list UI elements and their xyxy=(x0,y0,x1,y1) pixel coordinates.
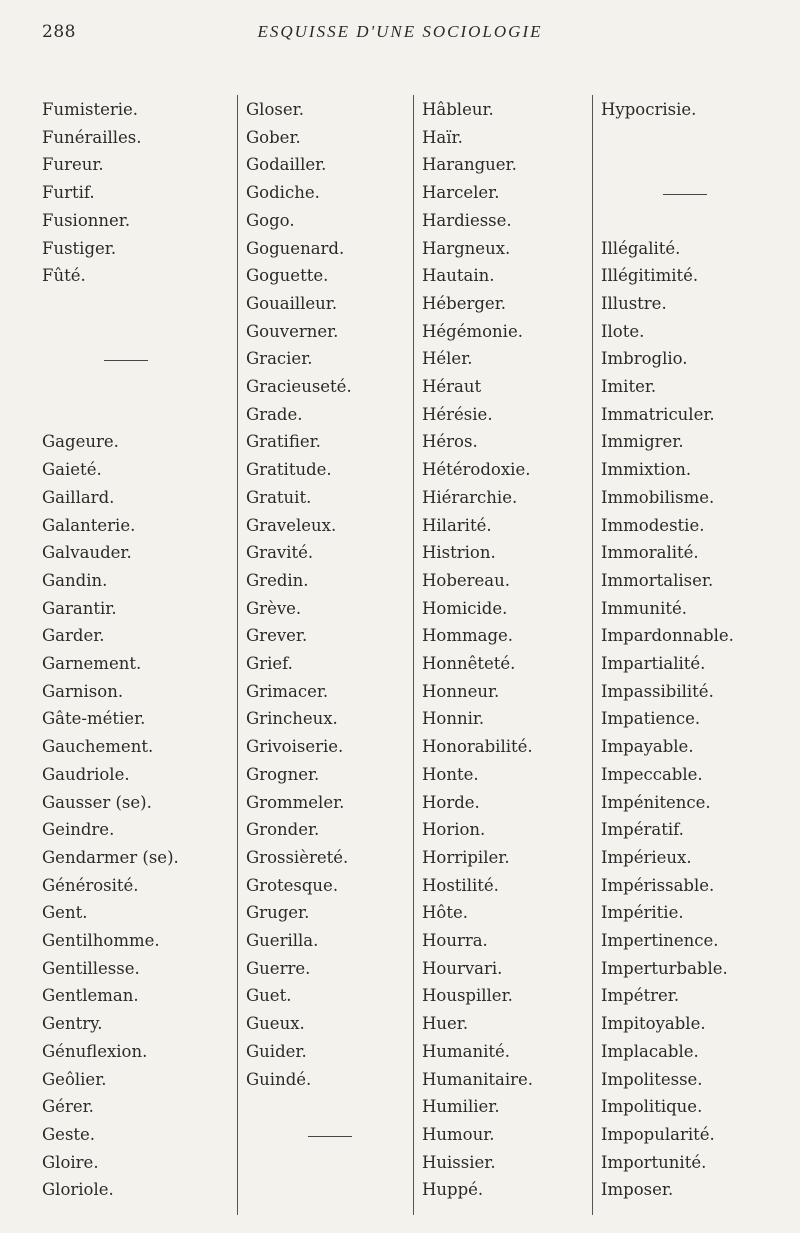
list-item: Guindé. xyxy=(246,1069,312,1089)
list-item: Fumisterie. xyxy=(42,100,139,119)
list-item: Gandin. xyxy=(42,570,108,590)
list-item: Grief. xyxy=(246,654,293,673)
list-item: Hargneux. xyxy=(422,238,511,258)
list-item: Grever. xyxy=(246,626,308,646)
list-item: Impitoyable. xyxy=(601,1014,706,1034)
list-item: Guider. xyxy=(246,1041,307,1061)
list-item: Impertinence. xyxy=(601,931,719,950)
list-item: Hypocrisie. xyxy=(601,100,697,119)
list-item: Harceler. xyxy=(422,183,500,203)
list-item: Immobilisme. xyxy=(601,487,715,507)
list-item: Gouailleur. xyxy=(246,293,338,313)
list-item: Grade. xyxy=(246,404,303,424)
list-item: Gageure. xyxy=(42,432,119,452)
list-item: Impénitence. xyxy=(601,792,711,812)
list-item: Galvauder. xyxy=(42,543,132,563)
list-item: Garnison. xyxy=(42,681,124,701)
list-item: Gentleman. xyxy=(42,986,139,1006)
list-item: Gaudriole. xyxy=(42,764,130,784)
list-item: Hérésie. xyxy=(422,404,493,424)
list-item: Honnêteté. xyxy=(422,654,516,673)
list-item: Immunité. xyxy=(601,598,687,618)
list-item: Gaieté. xyxy=(42,460,102,480)
list-item: Gober. xyxy=(246,127,301,147)
list-item: Grotesque. xyxy=(246,875,339,895)
column-1 xyxy=(42,95,227,1215)
list-item: Illégalité. xyxy=(601,238,681,258)
list-item: Impératif. xyxy=(601,820,684,840)
list-item: Impeccable. xyxy=(601,764,703,784)
list-item: Gouverner. xyxy=(246,321,339,341)
list-item: Hourra. xyxy=(422,931,488,950)
list-item: Impopularité. xyxy=(601,1124,715,1144)
list-item: Gentry. xyxy=(42,1014,103,1034)
list-item: Imbroglio. xyxy=(601,349,688,369)
list-item: Gogo. xyxy=(246,210,295,230)
list-item: Hommage. xyxy=(422,626,514,646)
list-item: Gratuit. xyxy=(246,487,312,507)
list-item: Graveleux. xyxy=(246,515,337,535)
list-item: Horripiler. xyxy=(422,847,510,867)
list-item: Grincheux. xyxy=(246,709,338,729)
list-item: Humilier. xyxy=(422,1097,500,1117)
list-item: Fustiger. xyxy=(42,238,117,258)
list-item: Humour. xyxy=(422,1124,495,1144)
list-item: Hardiesse. xyxy=(422,210,512,230)
column-3 xyxy=(413,95,600,1215)
list-item: Fûté. xyxy=(42,266,86,286)
list-item: Garnement. xyxy=(42,654,142,673)
list-item: Grimacer. xyxy=(246,681,329,701)
list-item: Gloire. xyxy=(42,1152,99,1172)
list-item: Gendarmer (se). xyxy=(42,847,179,867)
list-item: Gratifier. xyxy=(246,432,321,452)
list-item: Guet. xyxy=(246,986,292,1006)
list-item: Impassibilité. xyxy=(601,681,714,701)
list-item: Imiter. xyxy=(601,377,657,396)
list-item: Honorabilité. xyxy=(422,737,533,757)
list-item: Générosité. xyxy=(42,875,139,895)
list-item: Gausser (se). xyxy=(42,792,152,812)
list-item: Gracieuseté. xyxy=(246,377,352,396)
list-item: Hâbleur. xyxy=(422,100,494,119)
list-item: Impolitesse. xyxy=(601,1069,703,1089)
list-item: Guerilla. xyxy=(246,931,319,950)
list-item: Garantir. xyxy=(42,598,117,618)
list-item: Gruger. xyxy=(246,903,310,923)
list-item: Humanité. xyxy=(422,1041,511,1061)
list-item: Huppé. xyxy=(422,1180,484,1200)
list-item: Gentilhomme. xyxy=(42,931,160,950)
list-item: Héler. xyxy=(422,349,473,369)
list-item: Héros. xyxy=(422,432,478,452)
list-item: Gérer. xyxy=(42,1097,94,1117)
list-item: Grève. xyxy=(246,598,302,618)
list-item: Haïr. xyxy=(422,127,463,147)
list-item: Gracier. xyxy=(246,349,313,369)
section-separator xyxy=(663,194,707,195)
list-item: Humanitaire. xyxy=(422,1069,534,1089)
list-item: Imperturbable. xyxy=(601,958,728,978)
list-item: Impéritie. xyxy=(601,903,684,923)
list-item: Héraut xyxy=(422,377,482,396)
list-item: Héberger. xyxy=(422,293,507,313)
list-item: Funérailles. xyxy=(42,127,142,147)
list-item: Gloriole. xyxy=(42,1180,114,1200)
list-item: Gronder. xyxy=(246,820,320,840)
list-item: Immatriculer. xyxy=(601,404,715,424)
list-item: Impardonnable. xyxy=(601,626,734,646)
list-item: Godiche. xyxy=(246,183,320,203)
list-item: Gravité. xyxy=(246,543,314,563)
list-item: Horde. xyxy=(422,792,480,812)
list-item: Imposer. xyxy=(601,1180,674,1200)
list-item: Gredin. xyxy=(246,570,309,590)
list-item: Fusionner. xyxy=(42,210,131,230)
list-item: Gent. xyxy=(42,903,88,923)
column-4 xyxy=(592,95,800,1215)
list-item: Honnir. xyxy=(422,709,485,729)
page-header xyxy=(0,22,800,52)
list-item: Goguenard. xyxy=(246,238,345,258)
list-item: Horion. xyxy=(422,820,486,840)
list-item: Gentillesse. xyxy=(42,958,140,978)
list-item: Importunité. xyxy=(601,1152,707,1172)
running-title: ESQUISSE D'UNE SOCIOLOGIE xyxy=(257,22,543,41)
list-item: Hourvari. xyxy=(422,958,503,978)
list-item: Gloser. xyxy=(246,100,304,119)
list-item: Impatience. xyxy=(601,709,701,729)
list-item: Hiérarchie. xyxy=(422,487,518,507)
list-item: Grossièreté. xyxy=(246,847,349,867)
list-item: Gâte-métier. xyxy=(42,709,146,729)
column-2 xyxy=(237,95,421,1215)
list-item: Hôte. xyxy=(422,903,468,923)
list-item: Gratitude. xyxy=(246,460,332,480)
list-item: Huer. xyxy=(422,1014,469,1034)
list-item: Impolitique. xyxy=(601,1097,703,1117)
list-item: Garder. xyxy=(42,626,105,646)
list-item: Hilarité. xyxy=(422,515,492,535)
list-item: Homicide. xyxy=(422,598,508,618)
list-item: Grivoiserie. xyxy=(246,737,344,757)
list-item: Hautain. xyxy=(422,266,495,286)
page-number: 288 xyxy=(42,22,76,42)
list-item: Honte. xyxy=(422,764,479,784)
list-item: Huissier. xyxy=(422,1152,496,1172)
list-item: Goguette. xyxy=(246,266,329,286)
list-item: Immoralité. xyxy=(601,543,699,563)
list-item: Gaillard. xyxy=(42,487,115,507)
list-item: Illégitimité. xyxy=(601,266,699,286)
list-item: Impayable. xyxy=(601,737,694,757)
list-item: Grommeler. xyxy=(246,792,345,812)
list-item: Guerre. xyxy=(246,958,311,978)
section-separator xyxy=(104,360,148,361)
list-item: Immigrer. xyxy=(601,432,684,452)
list-item: Gauchement. xyxy=(42,737,154,757)
list-item: Immodestie. xyxy=(601,515,705,535)
list-item: Implacable. xyxy=(601,1041,699,1061)
list-item: Godailler. xyxy=(246,155,327,175)
list-item: Geste. xyxy=(42,1124,96,1144)
list-item: Hostilité. xyxy=(422,875,499,895)
list-item: Immixtion. xyxy=(601,460,692,480)
list-item: Fureur. xyxy=(42,155,104,175)
list-item: Illustre. xyxy=(601,293,667,313)
list-item: Génuflexion. xyxy=(42,1041,148,1061)
list-item: Honneur. xyxy=(422,681,500,701)
list-item: Geindre. xyxy=(42,820,115,840)
list-item: Gueux. xyxy=(246,1014,305,1034)
list-item: Hobereau. xyxy=(422,570,511,590)
list-item: Furtif. xyxy=(42,183,95,203)
list-item: Geôlier. xyxy=(42,1069,107,1089)
list-item: Impétrer. xyxy=(601,986,680,1006)
section-separator xyxy=(308,1136,352,1137)
list-item: Histrion. xyxy=(422,543,496,563)
list-item: Hétérodoxie. xyxy=(422,460,531,480)
list-item: Impérissable. xyxy=(601,875,715,895)
list-item: Hégémonie. xyxy=(422,321,523,341)
word-list xyxy=(0,95,800,1215)
list-item: Galanterie. xyxy=(42,515,136,535)
list-item: Ilote. xyxy=(601,321,645,341)
list-item: Impérieux. xyxy=(601,847,692,867)
list-item: Impartialité. xyxy=(601,654,706,673)
list-item: Grogner. xyxy=(246,764,320,784)
list-item: Immortaliser. xyxy=(601,570,714,590)
list-item: Haranguer. xyxy=(422,155,517,175)
list-item: Houspiller. xyxy=(422,986,513,1006)
